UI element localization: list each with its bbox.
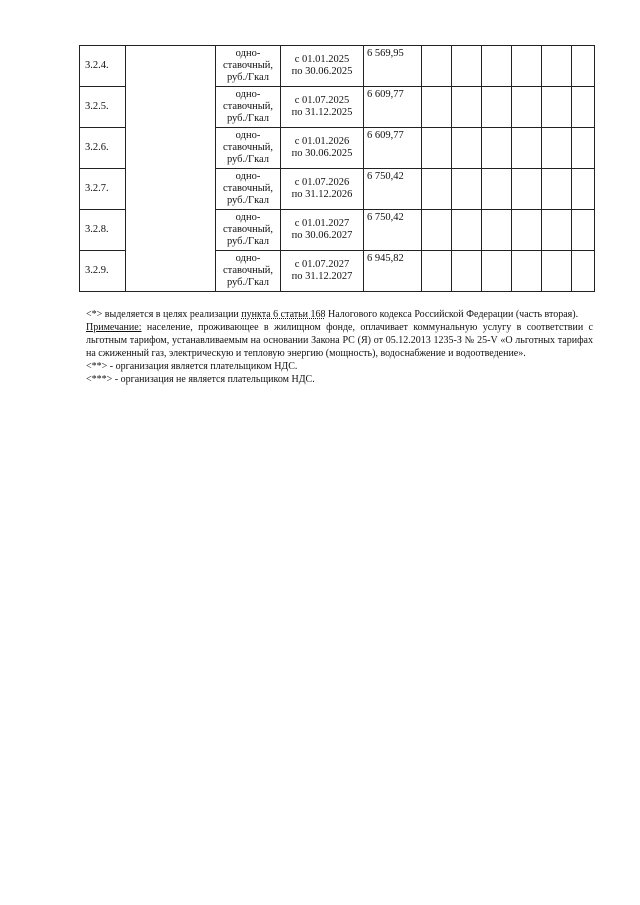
empty-cell <box>482 46 512 87</box>
merged-cell <box>126 46 216 292</box>
empty-cell <box>482 169 512 210</box>
empty-cell <box>572 251 595 292</box>
unit-cell <box>216 87 281 128</box>
period-line: с 01.01.2027 <box>294 218 350 229</box>
unit-line: ставочный, <box>222 101 274 112</box>
row-code: 3.2.8. <box>80 210 126 251</box>
period-line: с 01.07.2027 <box>294 259 350 270</box>
period-line: по 31.12.2025 <box>291 107 353 118</box>
empty-cell <box>512 46 542 87</box>
unit-line: ставочный, <box>222 142 274 153</box>
empty-cell <box>452 169 482 210</box>
unit-line: одно- <box>235 130 261 141</box>
table-body <box>80 46 595 292</box>
period-line: с 01.01.2026 <box>294 136 350 147</box>
period-cell <box>281 210 364 251</box>
unit-line: одно- <box>235 212 261 223</box>
empty-cell <box>452 251 482 292</box>
empty-cell <box>512 128 542 169</box>
empty-cell <box>422 251 452 292</box>
period-cell <box>281 251 364 292</box>
unit-line: руб./Гкал <box>226 154 270 165</box>
tariff-value: 6 945,82 <box>364 251 422 292</box>
unit-line: руб./Гкал <box>226 277 270 288</box>
empty-cell <box>542 210 572 251</box>
empty-cell <box>512 210 542 251</box>
empty-cell <box>572 169 595 210</box>
unit-line: ставочный, <box>222 183 274 194</box>
unit-line: одно- <box>235 48 261 59</box>
period-cell <box>281 87 364 128</box>
empty-cell <box>542 251 572 292</box>
empty-cell <box>482 251 512 292</box>
unit-line: ставочный, <box>222 60 274 71</box>
empty-cell <box>542 87 572 128</box>
empty-cell <box>452 87 482 128</box>
empty-cell <box>452 128 482 169</box>
period-line: с 01.01.2025 <box>294 54 350 65</box>
row-code: 3.2.9. <box>80 251 126 292</box>
period-cell <box>281 46 364 87</box>
empty-cell <box>422 46 452 87</box>
period-line: с 01.07.2025 <box>294 95 350 106</box>
period-line: по 30.06.2027 <box>291 230 353 241</box>
empty-cell <box>542 46 572 87</box>
empty-cell <box>572 128 595 169</box>
tax-code-link[interactable]: пункта 6 статьи 168 <box>241 309 326 320</box>
row-code: 3.2.7. <box>80 169 126 210</box>
unit-line: руб./Гкал <box>226 195 270 206</box>
unit-line: одно- <box>235 89 261 100</box>
empty-cell <box>482 210 512 251</box>
unit-cell <box>216 251 281 292</box>
empty-cell <box>452 46 482 87</box>
footnote-star1: <*> выделяется в целях реализации пункта 6 статьи 168 Налогового кодекса Российской Федерации (часть вторая). <box>86 309 579 320</box>
empty-cell <box>422 169 452 210</box>
row-code: 3.2.5. <box>80 87 126 128</box>
tariff-value: 6 609,77 <box>364 128 422 169</box>
period-line: по 31.12.2026 <box>291 189 353 200</box>
empty-cell <box>482 87 512 128</box>
remark-label: Примечание: <box>86 322 142 333</box>
period-line: по 30.06.2025 <box>291 148 353 159</box>
empty-cell <box>422 128 452 169</box>
unit-cell <box>216 128 281 169</box>
row-code: 3.2.6. <box>80 128 126 169</box>
row-code: 3.2.4. <box>80 46 126 87</box>
period-cell <box>281 128 364 169</box>
tariff-value: 6 609,77 <box>364 87 422 128</box>
empty-cell <box>512 251 542 292</box>
empty-cell <box>482 128 512 169</box>
unit-line: одно- <box>235 253 261 264</box>
table-row <box>80 46 595 87</box>
empty-cell <box>422 210 452 251</box>
empty-cell <box>452 210 482 251</box>
empty-cell <box>512 169 542 210</box>
unit-cell <box>216 210 281 251</box>
tariff-value: 6 750,42 <box>364 210 422 251</box>
unit-line: ставочный, <box>222 224 274 235</box>
unit-line: руб./Гкал <box>226 72 270 83</box>
tariff-value: 6 750,42 <box>364 169 422 210</box>
footnote-star2: <**> - организация является плательщиком НДС. <box>86 361 298 372</box>
empty-cell <box>572 46 595 87</box>
unit-cell <box>216 46 281 87</box>
empty-cell <box>572 210 595 251</box>
empty-cell <box>542 128 572 169</box>
empty-cell <box>512 87 542 128</box>
footnote-star3: <***> - организация не является плательщиком НДС. <box>86 374 315 385</box>
empty-cell <box>572 87 595 128</box>
empty-cell <box>542 169 572 210</box>
tariff-table <box>79 45 595 292</box>
period-line: по 30.06.2025 <box>291 66 353 77</box>
period-line: с 01.07.2026 <box>294 177 350 188</box>
empty-cell <box>422 87 452 128</box>
unit-line: одно- <box>235 171 261 182</box>
unit-line: руб./Гкал <box>226 236 270 247</box>
period-line: по 31.12.2027 <box>291 271 353 282</box>
tariff-value: 6 569,95 <box>364 46 422 87</box>
footnotes <box>86 308 593 386</box>
remark: Примечание: население, проживающее в жилищном фонде, оплачивает коммунальную услугу в соответствии с льготным тарифом, устанавливаемым на основании Закона РС (Я) от 05.12.2013 1235-З № 25-V «О льготных тарифах на сжиженный газ, электрическую и тепловую энергию (мощность), водоснабжение и водоотведение». <box>86 322 593 359</box>
unit-line: ставочный, <box>222 265 274 276</box>
unit-line: руб./Гкал <box>226 113 270 124</box>
unit-cell <box>216 169 281 210</box>
period-cell <box>281 169 364 210</box>
